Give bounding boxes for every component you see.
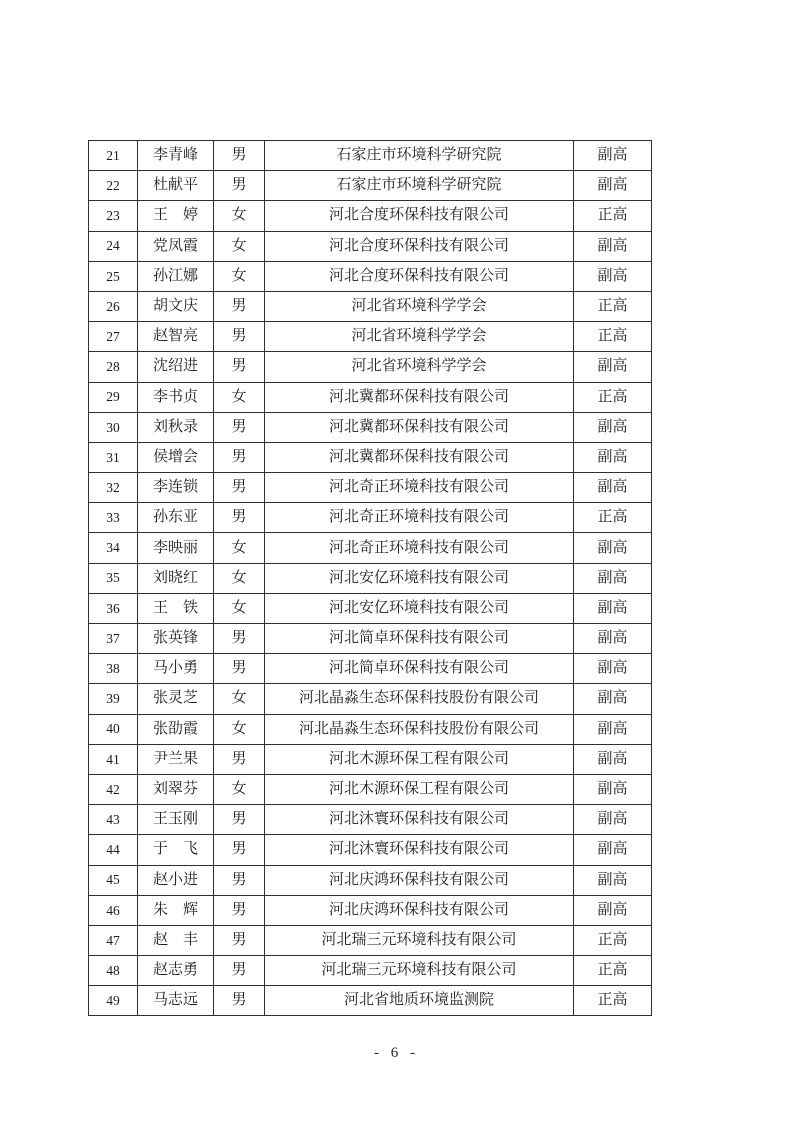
row-number-cell: 22 — [89, 171, 138, 201]
table-row — [89, 865, 652, 895]
organization-cell: 河北省地质环境监测院 — [265, 986, 574, 1016]
title-rank-cell: 副高 — [574, 654, 652, 684]
title-rank-cell: 正高 — [574, 382, 652, 412]
gender-cell: 男 — [214, 986, 265, 1016]
name-cell: 马小勇 — [138, 654, 214, 684]
row-number-cell: 47 — [89, 925, 138, 955]
name-cell: 侯增会 — [138, 442, 214, 472]
name-cell: 张英锋 — [138, 624, 214, 654]
table-row — [89, 563, 652, 593]
name-cell: 张劭霞 — [138, 714, 214, 744]
table-row — [89, 503, 652, 533]
row-number-cell: 42 — [89, 774, 138, 804]
title-rank-cell: 副高 — [574, 744, 652, 774]
table-row — [89, 473, 652, 503]
title-rank-cell: 正高 — [574, 291, 652, 321]
gender-cell: 男 — [214, 744, 265, 774]
row-number-cell: 41 — [89, 744, 138, 774]
title-rank-cell: 副高 — [574, 442, 652, 472]
name-cell: 刘翠芬 — [138, 774, 214, 804]
row-number-cell: 27 — [89, 322, 138, 352]
organization-cell: 河北合度环保科技有限公司 — [265, 261, 574, 291]
title-rank-cell: 副高 — [574, 593, 652, 623]
organization-cell: 河北沐寰环保科技有限公司 — [265, 805, 574, 835]
row-number-cell: 31 — [89, 442, 138, 472]
organization-cell: 河北木源环保工程有限公司 — [265, 774, 574, 804]
row-number-cell: 43 — [89, 805, 138, 835]
table-row — [89, 714, 652, 744]
title-rank-cell: 正高 — [574, 956, 652, 986]
title-rank-cell: 副高 — [574, 835, 652, 865]
table-row — [89, 291, 652, 321]
name-cell: 赵 丰 — [138, 925, 214, 955]
organization-cell: 河北省环境科学学会 — [265, 352, 574, 382]
row-number-cell: 36 — [89, 593, 138, 623]
gender-cell: 男 — [214, 805, 265, 835]
title-rank-cell: 副高 — [574, 412, 652, 442]
title-rank-cell: 正高 — [574, 201, 652, 231]
table-row — [89, 895, 652, 925]
gender-cell: 男 — [214, 865, 265, 895]
name-cell: 沈绍进 — [138, 352, 214, 382]
name-cell: 尹兰果 — [138, 744, 214, 774]
name-cell: 赵志勇 — [138, 956, 214, 986]
table-row — [89, 835, 652, 865]
title-rank-cell: 副高 — [574, 624, 652, 654]
title-rank-cell: 副高 — [574, 895, 652, 925]
name-cell: 李连锁 — [138, 473, 214, 503]
name-cell: 刘秋录 — [138, 412, 214, 442]
organization-cell: 河北简卓环保科技有限公司 — [265, 624, 574, 654]
gender-cell: 男 — [214, 412, 265, 442]
row-number-cell: 38 — [89, 654, 138, 684]
organization-cell: 河北奇正环境科技有限公司 — [265, 533, 574, 563]
gender-cell: 男 — [214, 291, 265, 321]
table-row — [89, 201, 652, 231]
organization-cell: 河北冀都环保科技有限公司 — [265, 382, 574, 412]
gender-cell: 女 — [214, 563, 265, 593]
organization-cell: 河北合度环保科技有限公司 — [265, 201, 574, 231]
name-cell: 杜献平 — [138, 171, 214, 201]
name-cell: 孙江娜 — [138, 261, 214, 291]
gender-cell: 男 — [214, 956, 265, 986]
organization-cell: 河北庆鸿环保科技有限公司 — [265, 895, 574, 925]
table-row — [89, 805, 652, 835]
name-cell: 赵智亮 — [138, 322, 214, 352]
row-number-cell: 24 — [89, 231, 138, 261]
organization-cell: 河北冀都环保科技有限公司 — [265, 442, 574, 472]
name-cell: 王玉刚 — [138, 805, 214, 835]
row-number-cell: 23 — [89, 201, 138, 231]
row-number-cell: 48 — [89, 956, 138, 986]
gender-cell: 女 — [214, 774, 265, 804]
row-number-cell: 26 — [89, 291, 138, 321]
name-cell: 刘晓红 — [138, 563, 214, 593]
row-number-cell: 34 — [89, 533, 138, 563]
table-row — [89, 322, 652, 352]
organization-cell: 河北晶淼生态环保科技股份有限公司 — [265, 714, 574, 744]
title-rank-cell: 副高 — [574, 774, 652, 804]
name-cell: 李书贞 — [138, 382, 214, 412]
table-row — [89, 684, 652, 714]
gender-cell: 女 — [214, 231, 265, 261]
organization-cell: 河北省环境科学学会 — [265, 322, 574, 352]
gender-cell: 男 — [214, 442, 265, 472]
name-cell: 于 飞 — [138, 835, 214, 865]
title-rank-cell: 副高 — [574, 563, 652, 593]
gender-cell: 女 — [214, 533, 265, 563]
title-rank-cell: 副高 — [574, 352, 652, 382]
row-number-cell: 49 — [89, 986, 138, 1016]
table-row — [89, 382, 652, 412]
title-rank-cell: 副高 — [574, 473, 652, 503]
name-cell: 马志远 — [138, 986, 214, 1016]
organization-cell: 石家庄市环境科学研究院 — [265, 141, 574, 171]
row-number-cell: 45 — [89, 865, 138, 895]
organization-cell: 河北木源环保工程有限公司 — [265, 744, 574, 774]
roster-table — [88, 140, 652, 1016]
gender-cell: 女 — [214, 201, 265, 231]
organization-cell: 河北瑞三元环境科技有限公司 — [265, 925, 574, 955]
organization-cell: 河北奇正环境科技有限公司 — [265, 473, 574, 503]
title-rank-cell: 副高 — [574, 261, 652, 291]
title-rank-cell: 副高 — [574, 865, 652, 895]
organization-cell: 河北安亿环境科技有限公司 — [265, 563, 574, 593]
gender-cell: 男 — [214, 654, 265, 684]
organization-cell: 河北庆鸿环保科技有限公司 — [265, 865, 574, 895]
organization-cell: 河北瑞三元环境科技有限公司 — [265, 956, 574, 986]
title-rank-cell: 副高 — [574, 714, 652, 744]
table-row — [89, 956, 652, 986]
title-rank-cell: 副高 — [574, 533, 652, 563]
title-rank-cell: 正高 — [574, 322, 652, 352]
organization-cell: 河北简卓环保科技有限公司 — [265, 654, 574, 684]
gender-cell: 男 — [214, 171, 265, 201]
row-number-cell: 40 — [89, 714, 138, 744]
gender-cell: 女 — [214, 684, 265, 714]
title-rank-cell: 正高 — [574, 503, 652, 533]
roster-table-body — [89, 141, 652, 1016]
gender-cell: 男 — [214, 322, 265, 352]
title-rank-cell: 副高 — [574, 141, 652, 171]
row-number-cell: 21 — [89, 141, 138, 171]
table-row — [89, 925, 652, 955]
organization-cell: 河北晶淼生态环保科技股份有限公司 — [265, 684, 574, 714]
row-number-cell: 30 — [89, 412, 138, 442]
title-rank-cell: 正高 — [574, 986, 652, 1016]
table-row — [89, 624, 652, 654]
row-number-cell: 37 — [89, 624, 138, 654]
gender-cell: 男 — [214, 895, 265, 925]
table-row — [89, 261, 652, 291]
name-cell: 王 婷 — [138, 201, 214, 231]
table-row — [89, 986, 652, 1016]
gender-cell: 男 — [214, 835, 265, 865]
gender-cell: 男 — [214, 473, 265, 503]
table-row — [89, 774, 652, 804]
title-rank-cell: 正高 — [574, 925, 652, 955]
table-row — [89, 412, 652, 442]
organization-cell: 河北合度环保科技有限公司 — [265, 231, 574, 261]
row-number-cell: 29 — [89, 382, 138, 412]
table-row — [89, 171, 652, 201]
name-cell: 王 铁 — [138, 593, 214, 623]
table-row — [89, 231, 652, 261]
table-row — [89, 141, 652, 171]
table-row — [89, 352, 652, 382]
row-number-cell: 39 — [89, 684, 138, 714]
organization-cell: 河北省环境科学学会 — [265, 291, 574, 321]
gender-cell: 女 — [214, 714, 265, 744]
organization-cell: 河北沐寰环保科技有限公司 — [265, 835, 574, 865]
table-row — [89, 442, 652, 472]
gender-cell: 男 — [214, 352, 265, 382]
gender-cell: 男 — [214, 925, 265, 955]
name-cell: 李映丽 — [138, 533, 214, 563]
organization-cell: 石家庄市环境科学研究院 — [265, 171, 574, 201]
name-cell: 赵小进 — [138, 865, 214, 895]
row-number-cell: 35 — [89, 563, 138, 593]
name-cell: 党凤霞 — [138, 231, 214, 261]
table-row — [89, 744, 652, 774]
table-row — [89, 593, 652, 623]
table-row — [89, 654, 652, 684]
gender-cell: 男 — [214, 503, 265, 533]
name-cell: 胡文庆 — [138, 291, 214, 321]
name-cell: 李青峰 — [138, 141, 214, 171]
row-number-cell: 44 — [89, 835, 138, 865]
title-rank-cell: 副高 — [574, 231, 652, 261]
gender-cell: 女 — [214, 593, 265, 623]
organization-cell: 河北奇正环境科技有限公司 — [265, 503, 574, 533]
gender-cell: 男 — [214, 141, 265, 171]
row-number-cell: 46 — [89, 895, 138, 925]
name-cell: 张灵芝 — [138, 684, 214, 714]
row-number-cell: 33 — [89, 503, 138, 533]
page-number: - 6 - — [374, 1045, 419, 1061]
title-rank-cell: 副高 — [574, 684, 652, 714]
organization-cell: 河北安亿环境科技有限公司 — [265, 593, 574, 623]
table-row — [89, 533, 652, 563]
row-number-cell: 25 — [89, 261, 138, 291]
gender-cell: 男 — [214, 624, 265, 654]
title-rank-cell: 副高 — [574, 805, 652, 835]
row-number-cell: 28 — [89, 352, 138, 382]
name-cell: 朱 辉 — [138, 895, 214, 925]
row-number-cell: 32 — [89, 473, 138, 503]
organization-cell: 河北冀都环保科技有限公司 — [265, 412, 574, 442]
title-rank-cell: 副高 — [574, 171, 652, 201]
gender-cell: 女 — [214, 261, 265, 291]
gender-cell: 女 — [214, 382, 265, 412]
name-cell: 孙东亚 — [138, 503, 214, 533]
